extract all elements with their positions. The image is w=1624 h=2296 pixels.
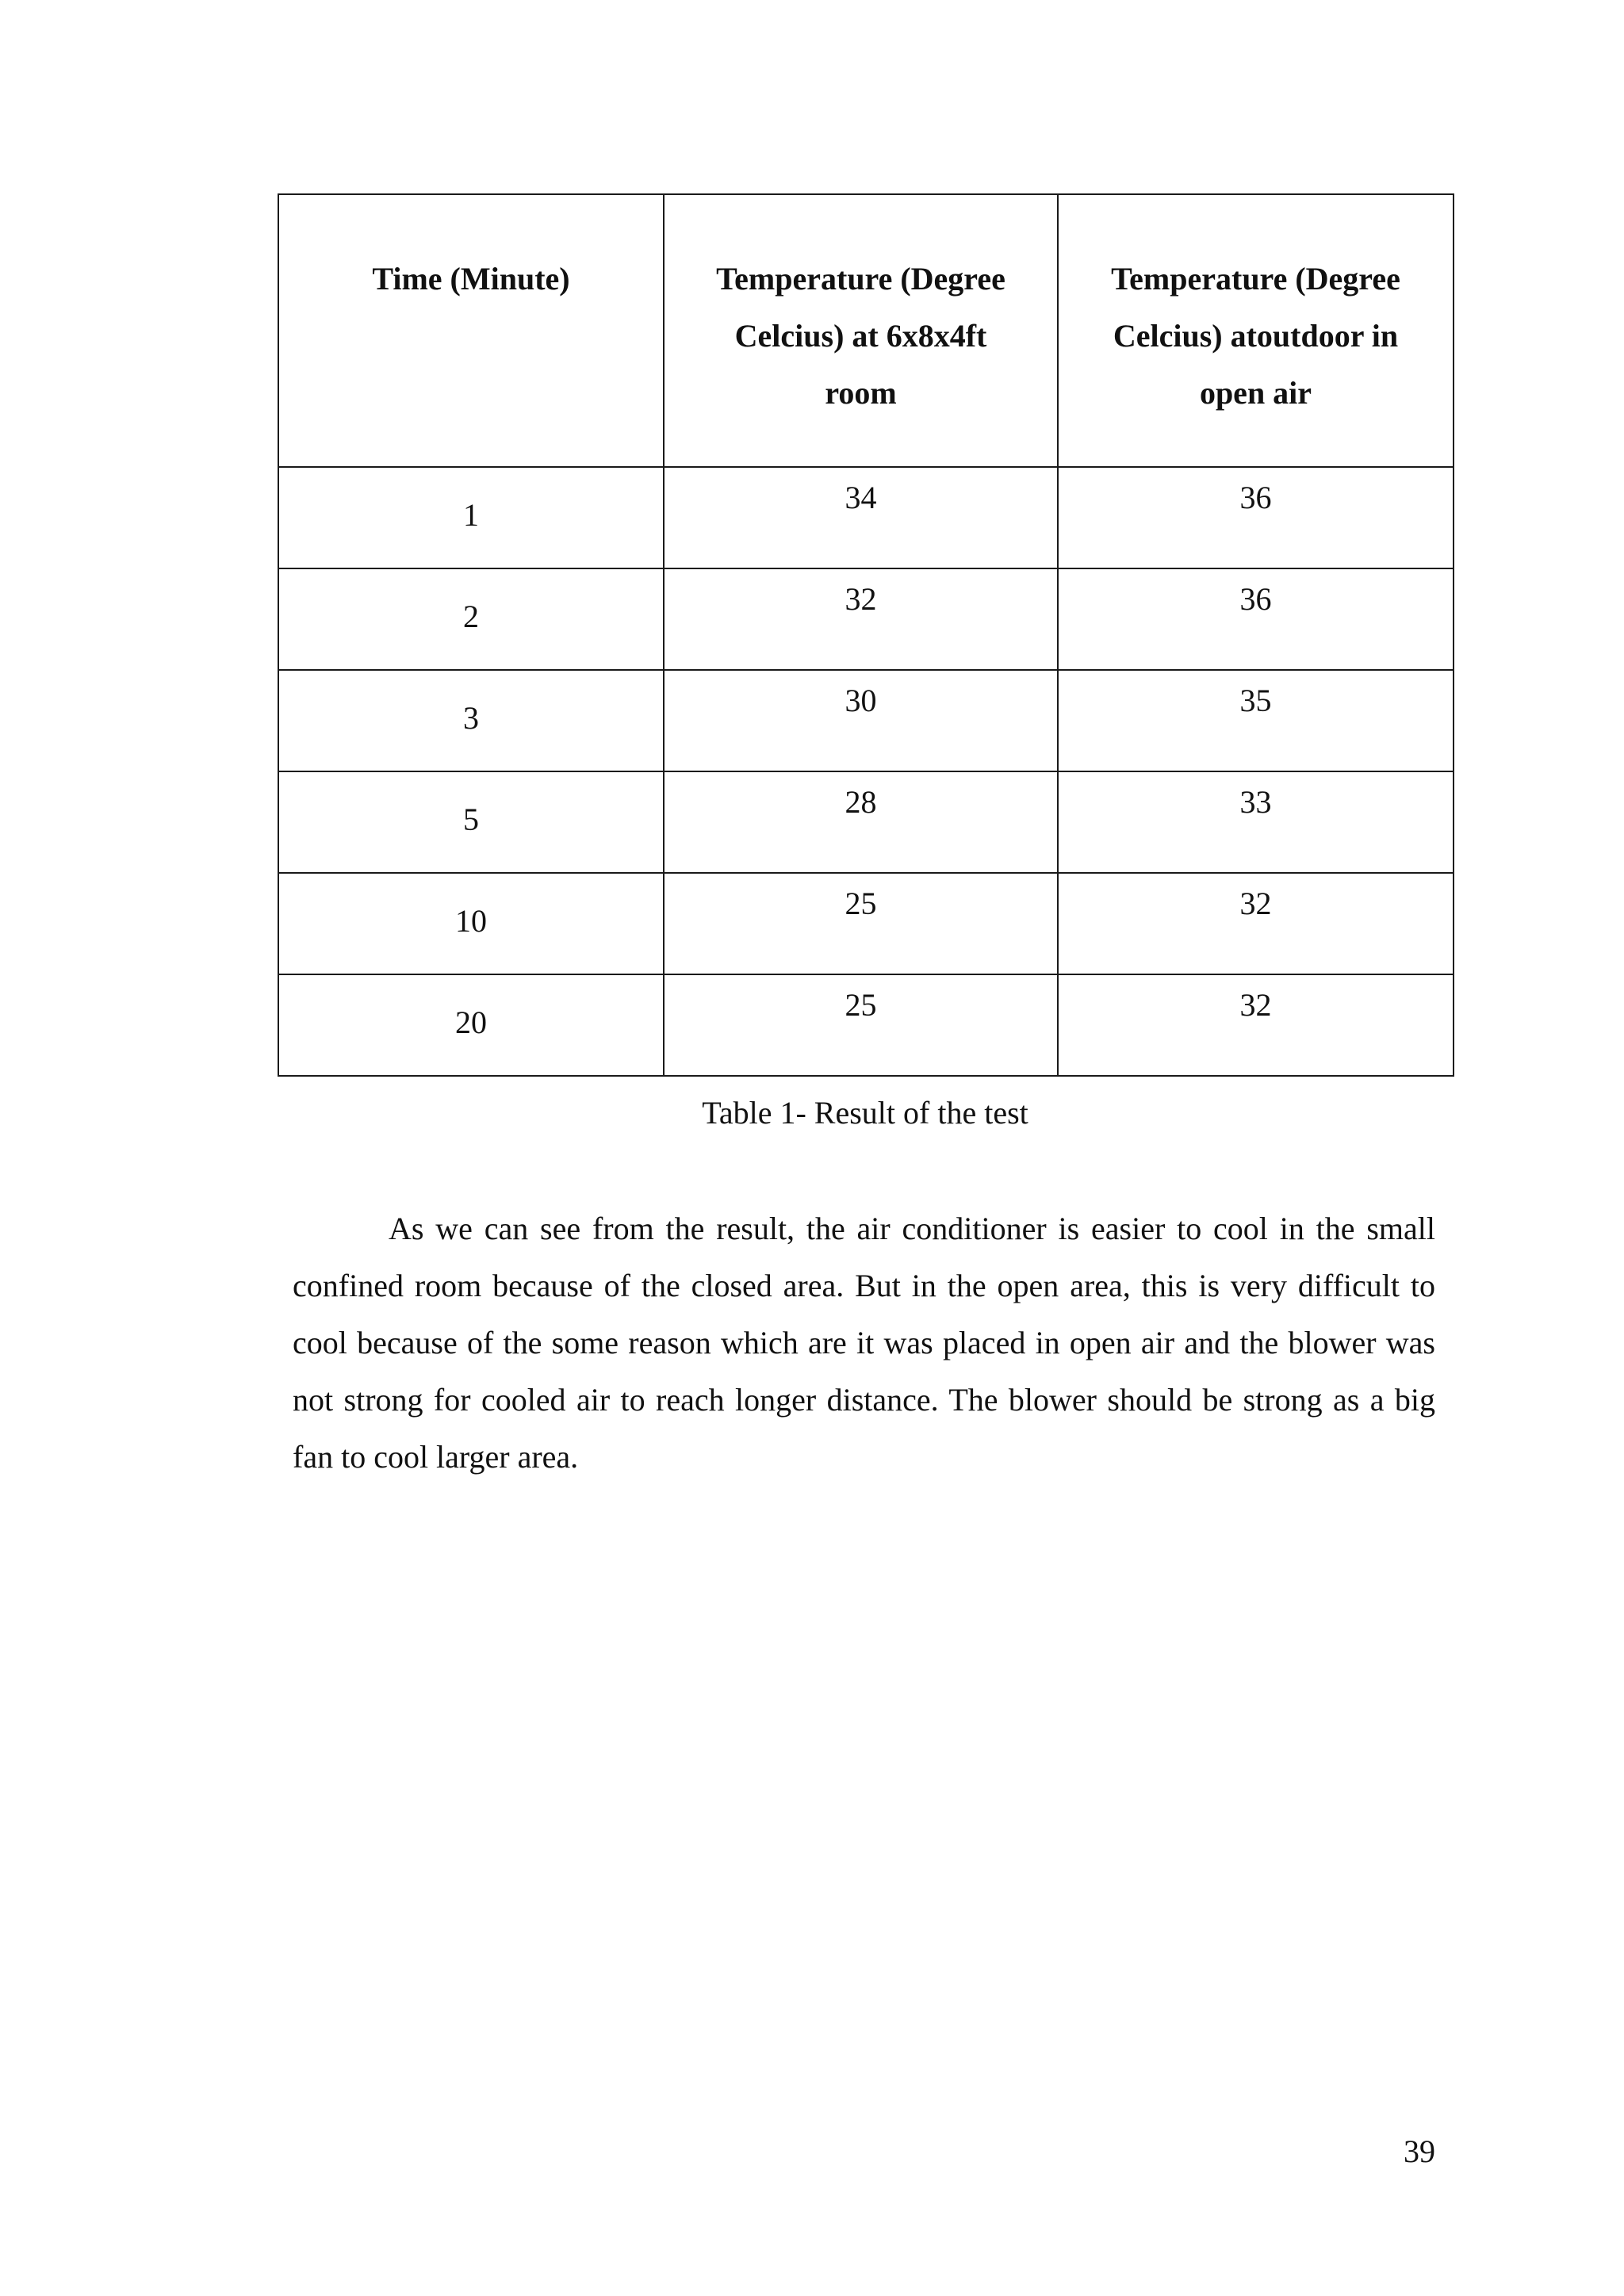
header-room-temperature: Temperature (Degree Celcius) at 6x8x4ft room [664,194,1058,467]
outdoor-temp-cell: 33 [1058,771,1454,873]
time-cell: 1 [278,467,664,568]
results-table [278,193,1454,1077]
table-row [278,873,1454,974]
table-row [278,467,1454,568]
room-temp-cell: 34 [664,467,1058,568]
outdoor-temp-cell: 35 [1058,670,1454,771]
header-outdoor-temperature: Temperature (Degree Celcius) atoutdoor in open air [1058,194,1454,467]
room-temp-cell: 30 [664,670,1058,771]
time-cell: 3 [278,670,664,771]
time-cell: 20 [278,974,664,1076]
time-cell: 2 [278,568,664,670]
outdoor-temp-cell: 32 [1058,873,1454,974]
header-time: Time (Minute) [278,194,664,467]
table-row [278,771,1454,873]
table-row [278,670,1454,771]
outdoor-temp-cell: 32 [1058,974,1454,1076]
outdoor-temp-cell: 36 [1058,467,1454,568]
time-cell: 5 [278,771,664,873]
time-cell: 10 [278,873,664,974]
page-number: 39 [1404,2133,1435,2169]
table-header-row [278,194,1454,467]
table-caption: Table 1- Result of the test [702,1095,1028,1131]
table-row [278,568,1454,670]
room-temp-cell: 28 [664,771,1058,873]
outdoor-temp-cell: 36 [1058,568,1454,670]
room-temp-cell: 25 [664,873,1058,974]
room-temp-cell: 25 [664,974,1058,1076]
body-paragraph: As we can see from the result, the air conditioner is easier to cool in the small confined room because of the closed area. But in the open area, this is very difficult to cool because of the some reason which are it was placed in open air and the blower was not strong for cooled air to reach longer distance. The blower should be strong as a big fan to cool larger area. [293,1211,1435,1475]
room-temp-cell: 32 [664,568,1058,670]
table-row [278,974,1454,1076]
